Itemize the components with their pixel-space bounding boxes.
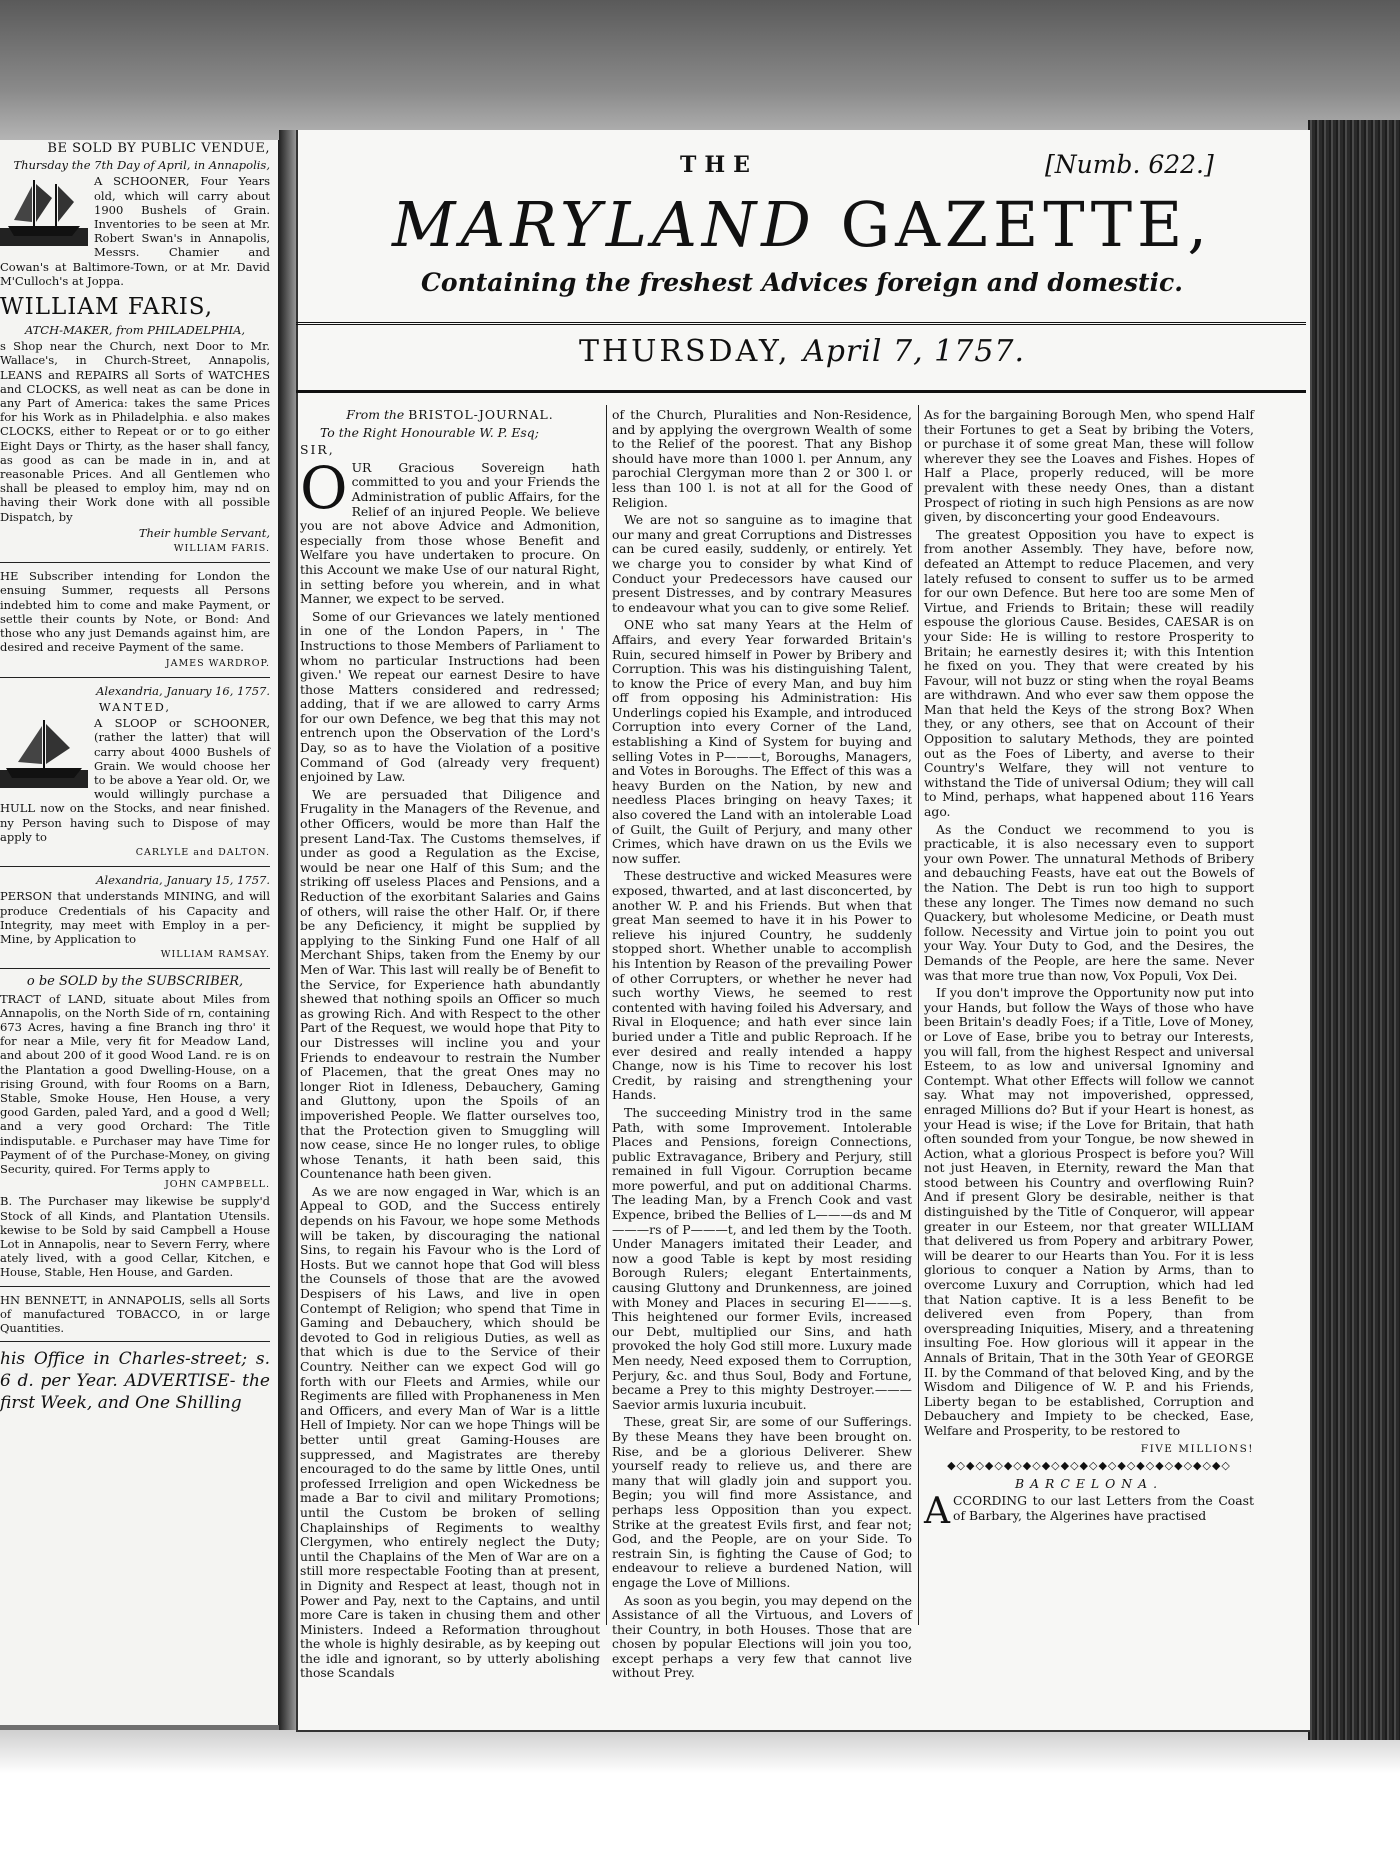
title-maryland: MARYLAND: [391, 188, 816, 261]
article-closing: FIVE MILLIONS!: [1140, 1442, 1254, 1455]
article-paragraph: As soon as you begin, you may depend on the Assistance of all the Virtuous, and Lovers of their Country, in both Houses. Those that are chosen by popular Elections will join you too, except perhaps a very few that cannot live without Prey.: [612, 1592, 912, 1681]
drop-cap: A: [924, 1491, 950, 1533]
sloop-woodcut-icon: [0, 718, 88, 788]
article-paragraph: As for the bargaining Borough Men, who spend Half their Fortunes to get a Seat by bribing the Voters, or purchase it of some great Man, these will follow wherever they see the Loaves and Fishes. Hopes of Half a Place, properly reduced, will be more prevalent with these needy Ones, than a distant Prospect of rioting in such high Pensions as are now given, by disconcerting your good Endeavours.: [924, 407, 1254, 525]
ad-divider: [0, 866, 270, 867]
ad6-body: TRACT of LAND, situate about Miles from Annapolis, on the North Side of rn, containing 673 Acres, having a fine Branch ing thro' it for near a Mile, very fit for Meadow Land, and about 200 of it good Wood Land. re is on the Plantation a good Dwelling-House, on a rising Ground, with four Rooms on a Barn, Stable, Smoke House, Hen House, a very good Garden, paled Yard, and a good d Well; and a very good Orchard: The Title indisputable. e Purchaser may have Time for Payment of of the Purchase-Money, on giving Security, quired. For Terms apply to: [0, 991, 270, 1176]
article-column-3: [924, 408, 1254, 1648]
issue-number: [Numb. 622.]: [1045, 150, 1214, 179]
article-addressee: To the Right Honourable W. P. Esq;: [320, 424, 539, 440]
article-paragraph: The succeeding Ministry trod in the same Path, with some Improvement. Intolerable Places and Pensions, foreign Connections, public Extravagance, Bribery and Perjury, still remained in full Vigour. Corruption became more powerful, and put on additional Charms. The leading Man, by a French Cook and vast Expence, bribed the Bellies of L———ds and M———rs of P———t, and led them by the Tooth. Under Managers imitated their Leader, and now a good Table is kept by most residing Borough Rulers; elegant Entertainments, causing Gluttony and Drunkenness, are joined with Money and Places in securing El———s. This heightened our former Evils, increased our Debt, multiplied our Sins, and hath provoked the holy God still more. Luxury made Men needy, Need exposed them to Corruption, Perjury, &c. and thus Soul, Body and Fortune, became a Prey to this mighty Destroyer.——— Saevior armis luxuria incubuit.: [612, 1104, 912, 1412]
ad5-date: Alexandria, January 15, 1757.: [96, 873, 270, 888]
ad2-name: WILLIAM FARIS,: [0, 294, 214, 321]
scan-margin-bottom: [0, 1730, 1400, 1875]
book-page-edges: [1308, 120, 1400, 1740]
left-page-ads: [0, 140, 274, 1416]
ad6-signature: JOHN CAMPBELL.: [164, 1179, 270, 1191]
ad1-body: A SCHOONER, Four Years old, which will carry about 1900 Bushels of Grain. Inventories to be seen at Mr. Robert Swan's in Annapolis, Messrs. Chamier and Cowan's at Baltimore-Town, or at Mr. David M'Culloch's at Joppa.: [0, 174, 270, 288]
office-notice: his Office in Charles-street; s. 6 d. per Year. ADVERTISE- the first Week, and One Shilling: [0, 1349, 270, 1414]
ad6-heading: o be SOLD by the SUBSCRIBER,: [26, 974, 244, 990]
paragraph-text: UR Gracious Sovereign hath committed to you and your Friends the Administration of public Affairs, for the Relief of an injured People. We believe you are not above Advice and Admonition, especially from those whose Benefit and Welfare you have undertaken to procure. On this Account we make Use of our natural Right, in setting before you wherein, and in what Manner, we expect to be served.: [300, 459, 600, 607]
newspaper-subtitle: Containing the freshest Advices foreign and domestic.: [421, 268, 1183, 297]
ad-divider: [0, 1286, 270, 1287]
ad4-heading: WANTED,: [98, 699, 172, 714]
article-paragraph: We are persuaded that Diligence and Frugality in the Managers of the Revenue, and other Officers, would be more than Half the present Land-Tax. The Customs themselves, if under as good a Regulation as the Excise, would be near one Half of this Sum; and the striking off useless Places and Pensions, and a Reduction of the exorbitant Salaries and Gains of others, will raise the other Half. Or, if there be any Deficiency, it might be supplied by applying to the Sinking Fund one Half of all Merchant Ships, taken from the Enemy by our Men of War. This last will really be of Benefit to the Service, for Experience hath abundantly shewed that nothing spoils an Officer so much as growing Rich. And with Respect to the other Part of the Request, we would hope that Pity to our Distresses will incline you and your Friends to endeavour to restrain the Number of Placemen, that the great Ones may no longer Riot in Idleness, Debauchery, Gaming and Gluttony, upon the Spoils of an impoverished People. We flatter ourselves too, that the Protection given to Smuggling will now cease, since He no longer rules, to oblige whose Tenants, it hath been said, this Countenance hath been given.: [300, 786, 600, 1182]
article-paragraph: These, great Sir, are some of our Sufferings. By these Means they have been brought on. Rise, and be a glorious Deliverer. Shew yourself ready to relieve us, and there are many that will gladly join and support you. Begin; you will find more Assistance, and perhaps less Opposition than you expect. Strike at the greatest Evils first, and fear not; God, and the People, are on your Side. To restrain Sin, is fighting the Cause of God; to endeavour to relieve a burdened Nation, will engage the Love of Millions.: [612, 1414, 912, 1590]
article-paragraph: We are not so sanguine as to imagine that our many and great Corruptions and Distresses can be cured easily, suddenly, or entirely. Yet we charge you to consider by what Kind of Conduct your Predecessors have caused our present Distresses, and by contrary Measures to endeavour what you can to give some Relief.: [612, 512, 912, 615]
issue-date-text: April 7, 1757.: [803, 334, 1026, 369]
ad4-body: A SLOOP or SCHOONER, (rather the latter) that will carry about 4000 Bushels of Grain. We would choose her to be above a Year old. Or, we would willingly purchase a HULL now on the Stocks, and near finished. ny Person having such to Dispose of may apply to: [0, 716, 270, 844]
title-gazette: GAZETTE,: [840, 188, 1213, 261]
ad7-body: HN BENNETT, in ANNAPOLIS, sells all Sorts of manufactured TOBACCO, in or large Quantities.: [0, 1292, 270, 1336]
article-column-1: [300, 407, 600, 1681]
ad4-signature: CARLYLE and DALTON.: [135, 846, 270, 858]
ad6-note: B. The Purchaser may likewise be supply'd Stock of all Kinds, and Plantation Utensils. kewise to be Sold by said Campbell a House Lot in Annapolis, near to Severn Ferry, where ately lived, with a good Cellar, Kitchen, e House, Stable, Hen House, and Garden.: [0, 1194, 270, 1280]
column-rule: [918, 405, 919, 1625]
article-paragraph: These destructive and wicked Measures were exposed, thwarted, and at last disconcerted, by another W. P. and his Friends. But when that great Man seemed to have it in his Power to relieve his injured Country, he suddenly stopped short. Whether unable to accomplish his Intention by Reason of the prevailing Power of other Corrupters, or whether he never had such worthy Views, he seemed to rest contented with having foiled his Adversary, and Rival in Eloquence; and hath ever since lain buried under a Title and public Reproach. If he ever desired and really intended a happy Change, now is his Time to recover his lost Credit, by raising and strengthening your Hands.: [612, 868, 912, 1103]
date-rule: [296, 390, 1306, 393]
ad2-close: Their humble Servant,: [138, 525, 270, 540]
left-page: [0, 140, 281, 1725]
article-paragraph: of the Church, Pluralities and Non-Residence, and by applying the overgrown Wealth of some to the Relief of the poorest. That any Bishop should have more than 1000 l. per Annum, any parochial Clergyman more than 2 or 300 l. or less than 100 l. is not at all for the Good of Religion.: [612, 407, 912, 510]
drop-cap: O: [300, 453, 348, 522]
scan-shadow-top: [0, 0, 1400, 150]
newspaper-title: [296, 188, 1308, 261]
paragraph-text: CCORDING to our last Letters from the Coast of Barbary, the Algerines have practised: [953, 1493, 1254, 1523]
ad1-heading: BE SOLD BY PUBLIC VENDUE,: [47, 141, 270, 156]
article-paragraph: Some of our Grievances we lately mentioned in one of the London Papers, in ' The Instructions to those Members of Parliament to whom no particular Instructions had been given.' We repeat our earnest Desire to have those Matters considered and redressed; adding, that if we are allowed to carry Arms for our own Defence, we beg that this may not entrench upon the Observation of the Lord's Day, so as to have the Violation of a positive Command of God (already very frequent) enjoined by Law.: [300, 608, 600, 785]
article-paragraph: [924, 1491, 1254, 1533]
ad-divider: [0, 562, 270, 563]
ad-divider: [0, 1341, 270, 1342]
ornament-divider: ◆◇◆◇◆◇◆◇◆◇◆◇◆◇◆◇◆◇◆◇◆◇◆◇◆◇◆◇◆◇: [947, 1459, 1231, 1473]
article-paragraph: [300, 453, 600, 607]
masthead-rule: [296, 322, 1306, 325]
masthead-the: THE: [680, 152, 758, 178]
source-name: BRISTOL-JOURNAL.: [408, 407, 554, 422]
dateline-barcelona: BARCELONA.: [1014, 1475, 1164, 1491]
ad5-body: PERSON that understands MINING, and will produce Credentials of his Capacity and Integrity, may meet with Employ in a per-Mine, by Application to: [0, 889, 270, 946]
ad-divider: [0, 677, 270, 678]
source-prefix: From the: [346, 407, 405, 422]
ad3-body: HE Subscriber intending for London the ensuing Summer, requests all Persons indebted him to come and make Payment, or settle their counts by Note, or Bond: And those who any just Demands against him, are desired and receive Payment of the same.: [0, 569, 270, 655]
article-paragraph: The greatest Opposition you have to expect is from another Assembly. They have, before now, defeated an Attempt to reduce Placemen, and very lately refused to consent to suffer us to be armed for our own Defence. But here too are some Men of Virtue, and Friends to Britain; these will readily espouse the glorious Cause. Besides, CAESAR is on your Side: He is willing to restore Prosperity to Britain; he earnestly desires it; with this Intention he fixed on you. They that were created by his Favour, will not buzz or sting when the royal Beams are withdrawn. And who ever saw them oppose the Man that held the Keys of the strong Box? When they, or any others, see that on Account of their Opposition to salutary Methods, they are pointed out as the Foes of Liberty, and averse to their Country's Welfare, they will not venture to withstand the Tide of universal Odium; they will call to Mind, perhaps, what happened about 116 Years ago.: [924, 526, 1254, 820]
article-paragraph: ONE who sat many Years at the Helm of Affairs, and every Year forwarded Britain's Ruin, secured himself in Power by Bribery and Corruption. This was his distinguishing Talent, to know the Price of every Man, and buy him off from opposing his Administration: His Underlings copied his Example, and introduced Corruption into every Corner of the Land, establishing a Kind of System for buying and selling Votes in P———t, Boroughs, Managers, and Votes in Boroughs. The Effect of this was a heavy Burden on the Nation, by new and needless Places bringing on heavy Taxes; it also covered the Land with an intolerable Load of Guilt, the Guilt of Perjury, and many other Crimes, which have drawn on us the Evils we now suffer.: [612, 617, 912, 866]
ad2-body: s Shop near the Church, next Door to Mr. Wallace's, in Church-Street, Annapolis, LEANS and REPAIRS all Sorts of WATCHES and CLOCKS, as well neat as can be done in any Part of America: takes the same Prices for his Work as in Philadelphia. e also makes CLOCKS, either to Repeat or or to go either Eight Days or Thirty, as the haser shall fancy, as good as can be made in in, and at reasonable Prices. And all Gentlemen who shall be pleased to employ him, may nd on having their Work done with all possible Dispatch, by: [0, 339, 270, 524]
ad3-signature: JAMES WARDROP.: [165, 657, 270, 669]
article-salutation: SIR,: [300, 442, 335, 458]
article-paragraph: As the Conduct we recommend to you is practicable, it is also necessary even to support your own Power. The unnatural Methods of Bribery and debauching Feasts, have eat out the Bowels of the Nation. The Debt is run too high to support these any longer. The Times now demand no such Quackery, but wholesome Medicine, or Death must follow. Necessity and Virtue join to point you out your Way. Your Duty to God, and the Desires, the Demands of the People, are here the same. Never was that more true than now, Vox Populi, Vox Dei.: [924, 821, 1254, 983]
article-source: [300, 408, 600, 423]
article-paragraph: As we are now engaged in War, which is an Appeal to GOD, and the Success entirely depends on his Favour, we hope some Methods will be taken, by discouraging the national Sins, to regain his Favour who is the Lord of Hosts. But we cannot hope that God will bless the Counsels of those that are the avowed Despisers of his Laws, and live in open Contempt of Religion; who spend that Time in Gaming and Debauchery, which should be devoted to God in religious Duties, as well as that which is due to the Service of their Country. Neither can we expect God will go forth with our Fleets and Armies, while our Regiments are filled with Prophaneness in Men and Officers, and every Man of War is a little Hell of Impiety. Nor can we hope Things will be better until great Gaming-Houses are suppressed, and Magistrates are thereby encouraged to do the same by little Ones, until professed Irreligion and open Wickedness be made a Bar to civil and military Promotions; until the Custom be broken of selling Chaplainships of Regiments to wealthy Clergymen, who entirely neglect the Duty; until the Chaplains of the Men of War are on a still more respectable Footing than at present, in Dignity and Respect at least, though not in Power and Pay, next to the Captains, and until more Care is taken in chusing them and other Ministers. Indeed a Reformation throughout the whole is highly desirable, as by keeping out the idle and ignorant, so by utterly abolishing those Scandals: [300, 1183, 600, 1681]
ad2-signature: WILLIAM FARIS.: [173, 543, 270, 555]
column-rule: [606, 405, 607, 1625]
ad1-date: Thursday the 7th Day of April, in Annapolis,: [13, 158, 270, 173]
issue-date: [296, 334, 1308, 369]
article-column-2: [612, 407, 912, 1681]
article-paragraph: If you don't improve the Opportunity now put into your Hands, but follow the Ways of those who have been Britain's deadly Foes; if a Title, Love of Money, or Love of Ease, bribe you to betray our Interests, you will fall, from the highest Respect and universal Esteem, to as low and universal Ignominy and Contempt. What other Effects will follow we cannot say. What may not impoverished, oppressed, enraged Millions do? But if your Heart is honest, as your Head is wise; if the Love for Britain, that hath often sounded from your Tongue, be now shewed in Action, what a glorious Prospect is before you? Will not just Heaven, in Eternity, reward the Man that stood between his Country and overflowing Ruin? And if present Glory be desirable, neither is that distinguished by the Title of Conqueror, will appear greater in our Esteem, nor that greater WILLIAM that delivered us from Popery and arbitrary Power, will be dearer to our Hearts than You. For it is less glorious to conquer a Nation by Arms, than to overcome Luxury and Corruption, which had led that Nation captive. It is a less Benefit to be delivered even from Popery, than from overspreading Iniquities, Misery, and a threatening insulting Foe. How glorious will it appear in the Annals of Britain, That in the 30th Year of GEORGE II. by the Command of that beloved King, and by the Wisdom and Diligence of W. P. and his Friends, Liberty began to be established, Corruption and Debauchery and Impiety to be checked, Ease, Welfare and Prosperity, to be restored to: [924, 985, 1254, 1438]
ad-divider: [0, 968, 270, 969]
ad2-trade: ATCH-MAKER, from PHILADELPHIA,: [24, 323, 246, 338]
ad5-signature: WILLIAM RAMSAY.: [160, 949, 270, 961]
schooner-woodcut-icon: [0, 176, 88, 246]
issue-day: THURSDAY,: [578, 334, 791, 369]
ad4-date: Alexandria, January 16, 1757.: [96, 683, 270, 698]
